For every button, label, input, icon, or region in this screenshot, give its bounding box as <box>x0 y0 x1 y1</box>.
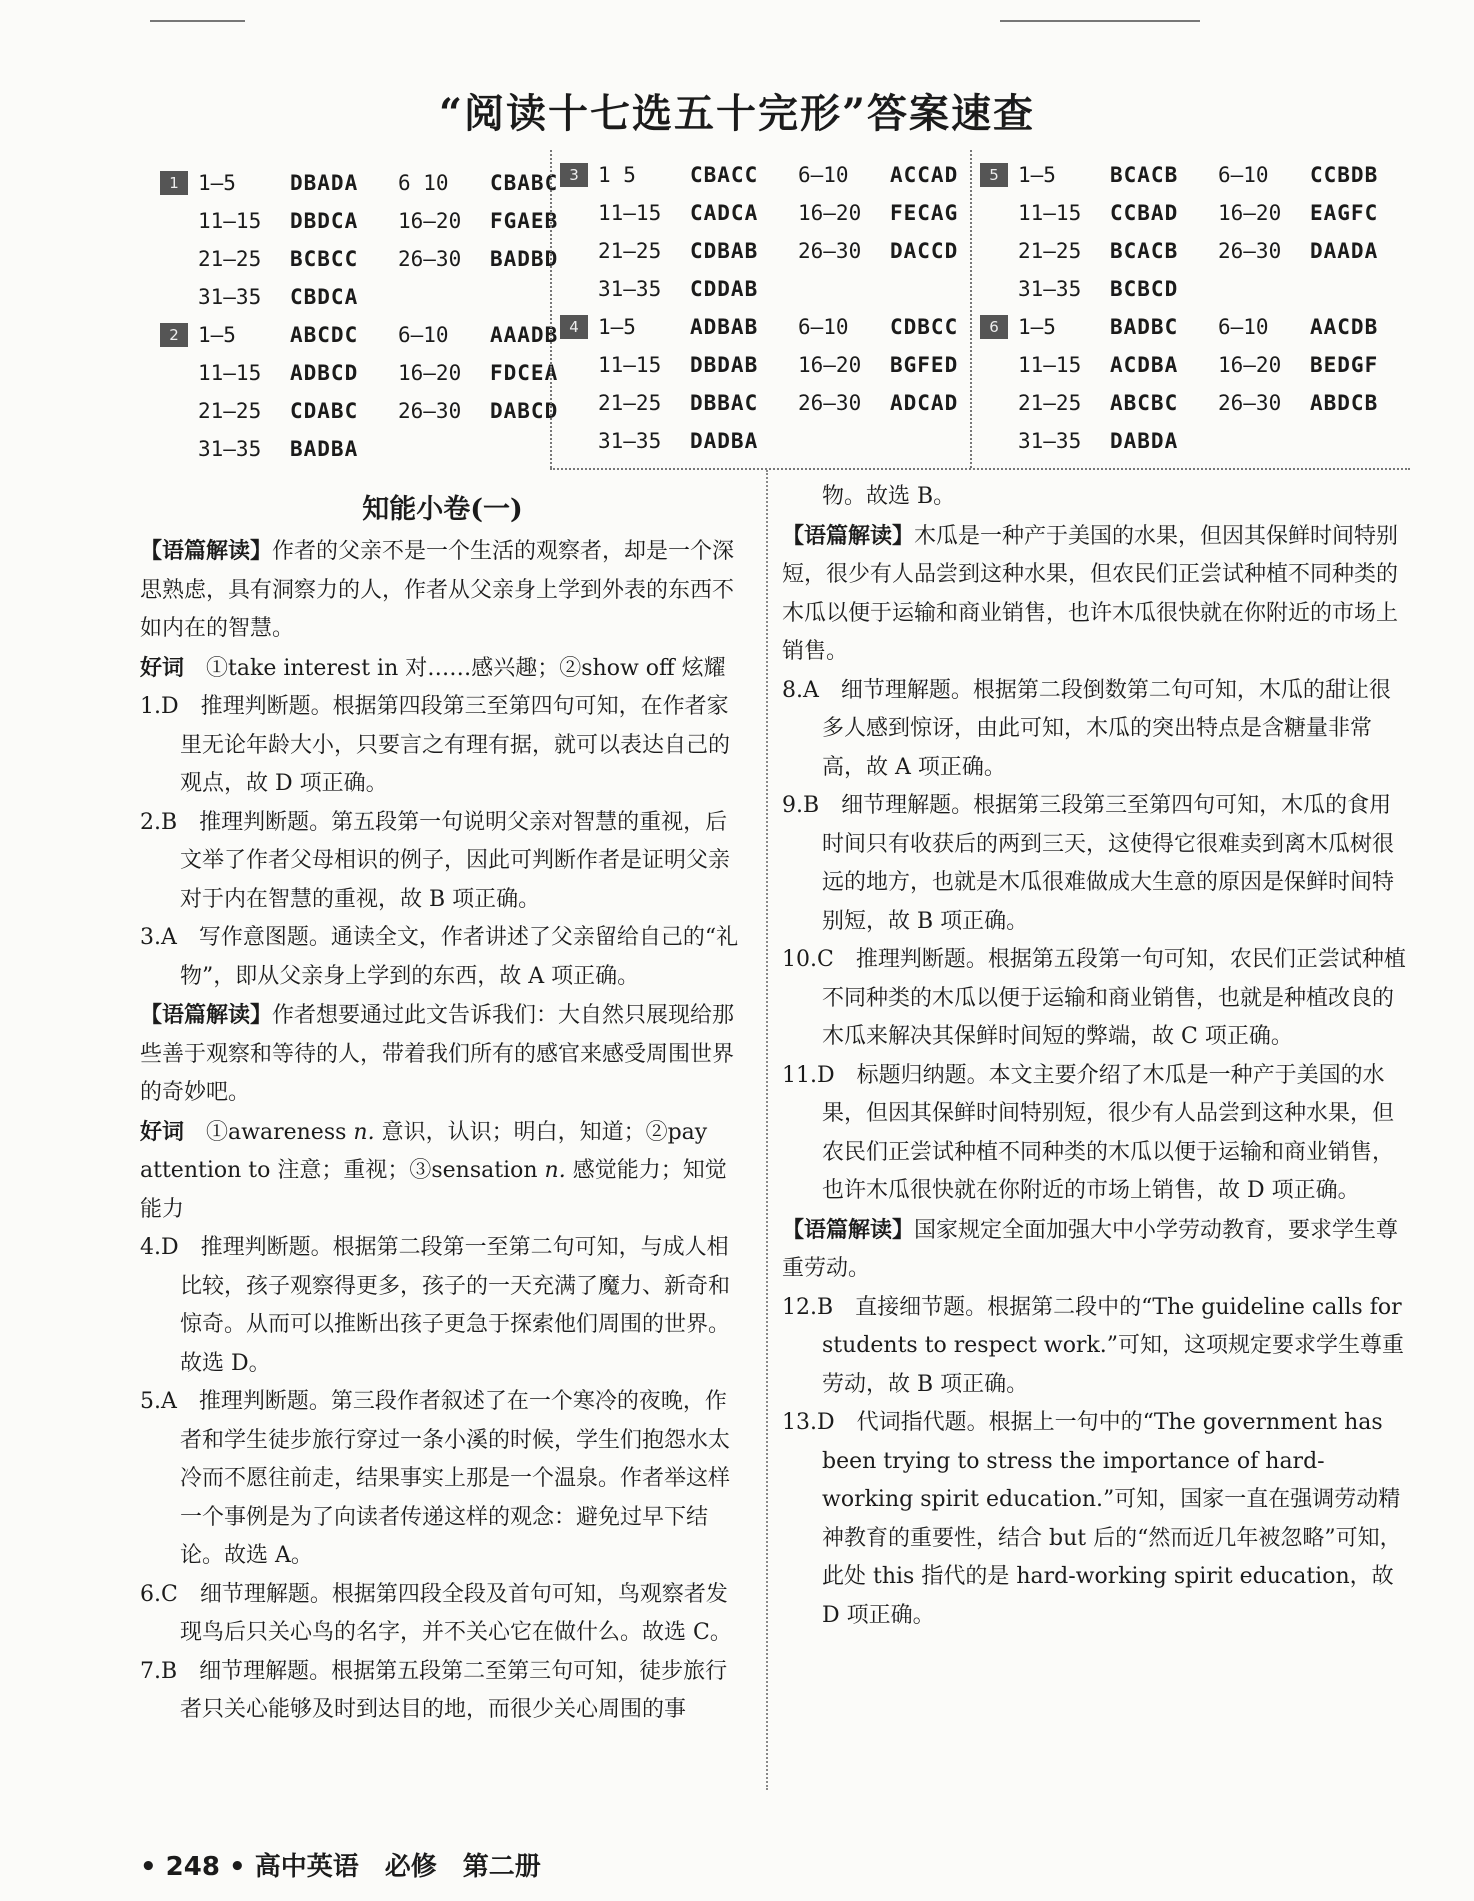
answer-11: 11.D 标题归纳题。本文主要介绍了木瓜是一种产于美国的水果，但因其保鲜时间特别短，很少有人品尝到这种水果，但农民们正尝试种植不同种类的木瓜以便于运输和商业销售，也许木瓜很快就在你附近的市场上销售，故 D 项正确。 <box>782 1062 1395 1203</box>
answer-divider-1 <box>550 150 552 468</box>
answer-letters: CCBAD <box>1110 201 1179 225</box>
answer-letters: BCBCD <box>1110 277 1179 301</box>
answer-letters: ACCAD <box>890 163 959 187</box>
answer-4: 4.D 推理判断题。根据第二段第一至第二句可知，与成人相比较，孩子观察得更多，孩子的一天充满了魔力、新奇和惊奇。从而可以推断出孩子更急于探索他们周围的世界。故选 D。 <box>140 1235 731 1376</box>
range-label: 21—25 <box>1018 391 1082 415</box>
column-divider <box>766 470 768 1790</box>
answer-letters: DACCD <box>890 239 959 263</box>
words-tag: 好词 <box>140 654 185 681</box>
answer-row <box>160 316 598 354</box>
answer-row <box>560 422 998 460</box>
block-number-badge: 4 <box>560 315 588 339</box>
answer-row <box>160 164 598 202</box>
block-number-badge: 6 <box>980 315 1008 339</box>
answer-9: 9.B 细节理解题。根据第三段第三至第四句可知，木瓜的食用时间只有收获后的两到三天，这使得它很难卖到离木瓜树很远的地方，也就是木瓜很难做成大生意的原因是保鲜时间特别短，故 B 项正确。 <box>782 793 1395 934</box>
answer-letters: ADBCD <box>290 361 359 385</box>
answer-8: 8.A 细节理解题。根据第二段倒数第二句可知，木瓜的甜让很多人感到惊讶，由此可知，木瓜的突出特点是含糖量非常高，故 A 项正确。 <box>782 677 1391 780</box>
answer-row <box>560 156 998 194</box>
answer-letters: CDBAB <box>690 239 759 263</box>
answer-letters: CBABC <box>490 171 559 195</box>
words-tag: 好词 <box>140 1118 185 1145</box>
block-number-badge: 2 <box>160 323 188 347</box>
answer-row <box>160 278 598 316</box>
range-label: 11—15 <box>1018 201 1082 225</box>
answer-letters: DBBAC <box>690 391 759 415</box>
range-label: 11—15 <box>198 361 262 385</box>
answer-letters: DBADA <box>290 171 359 195</box>
answer-10: 10.C 推理判断题。根据第五段第一句可知，农民们正尝试种植不同种类的木瓜以便于运输和商业销售，也就是种植改良的木瓜来解决其保鲜时间短的弊端，故 C 项正确。 <box>782 947 1406 1049</box>
range-label: 11—15 <box>198 209 262 233</box>
book-title: 高中英语 必修 第二册 <box>254 1852 541 1882</box>
range-label: 21—25 <box>598 391 662 415</box>
answer-letters: FDCEA <box>490 361 559 385</box>
page-title: “阅读十七选五十完形”答案速查 <box>438 90 1035 137</box>
answer-row <box>980 384 1418 422</box>
range-label: 1—5 <box>198 323 236 347</box>
answer-row <box>980 232 1418 270</box>
range-label: 11—15 <box>598 201 662 225</box>
passage-intro-2 <box>140 996 745 1113</box>
words-text: 感觉能力；知觉能力 <box>140 1158 727 1222</box>
good-words-1 <box>140 649 745 689</box>
answer-row <box>980 308 1418 346</box>
range-label: 16—20 <box>798 201 862 225</box>
range-label: 6—10 <box>1218 163 1269 187</box>
left-column <box>140 488 745 1730</box>
range-label: 26—30 <box>1218 239 1282 263</box>
answer-letters: ABDCB <box>1310 391 1379 415</box>
range-label: 26—30 <box>398 399 462 423</box>
right-column <box>782 478 1407 1635</box>
intro-tag: 【语篇解读】 <box>782 522 915 549</box>
words-text: ①awareness <box>206 1119 354 1145</box>
intro-tag: 【语篇解读】 <box>782 1216 915 1243</box>
answer-row <box>560 232 998 270</box>
answer-letters: CDABC <box>290 399 359 423</box>
range-label: 16—20 <box>1218 353 1282 377</box>
answer-row <box>160 202 598 240</box>
block-number-badge: 5 <box>980 163 1008 187</box>
answer-row <box>160 392 598 430</box>
answer-row <box>160 240 598 278</box>
intro-tag: 【语篇解读】 <box>140 1002 273 1028</box>
range-label: 16—20 <box>398 361 462 385</box>
part-of-speech: n. <box>353 1119 375 1145</box>
answer-letters: DBDAB <box>690 353 759 377</box>
words-text: ①take interest in 对……感兴趣；②show off 炫耀 <box>206 655 726 681</box>
range-label: 31—35 <box>198 437 262 461</box>
answer-letters: DBDCA <box>290 209 359 233</box>
answer-divider-2 <box>970 150 972 468</box>
range-label: 1—5 <box>198 171 236 195</box>
range-label: 11—15 <box>1018 353 1082 377</box>
answer-6: 6.C 细节理解题。根据第四段全段及首句可知，鸟观察者发现鸟后只关心鸟的名字，并不关心它在做什么。故选 C。 <box>140 1581 732 1645</box>
passage-intro-4 <box>782 1211 1407 1289</box>
answer-row <box>560 194 998 232</box>
answer-row <box>560 384 998 422</box>
answer-letters: BEDGF <box>1310 353 1379 377</box>
answer-letters: BADBA <box>290 437 359 461</box>
answer-letters: BADBD <box>490 247 559 271</box>
block-number-badge: 1 <box>160 171 188 195</box>
passage-intro-1 <box>140 532 745 649</box>
words-text: 意识，认识；明白，知道；②pay attention to 注意；重视；③sensation <box>140 1119 708 1183</box>
range-label: 26—30 <box>798 239 862 263</box>
range-label: 6—10 <box>398 323 449 347</box>
answer-letters: ABCDC <box>290 323 359 347</box>
answer-letters: ABCBC <box>1110 391 1179 415</box>
answer-letters: DAADA <box>1310 239 1379 263</box>
answer-row <box>980 346 1418 384</box>
intro-tag: 【语篇解读】 <box>140 538 273 564</box>
answer-12: 12.B 直接细节题。根据第二段中的“The guideline calls for students to respect work.”可知，这项规定要求学生尊重劳动，故 B 项正确。 <box>782 1294 1405 1397</box>
intro-text: 木瓜是一种产于美国的水果，但因其保鲜时间特别短，很少有人品尝到这种水果，但农民们正尝试种植不同种类的木瓜以便于运输和商业销售，也许木瓜很快就在你附近的市场上销售。 <box>782 523 1399 664</box>
answer-5: 5.A 推理判断题。第三段作者叙述了在一个寒冷的夜晚，作者和学生徒步旅行穿过一条小溪的时候，学生们抱怨水太冷而不愿往前走，结果事实上那是一个温泉。作者举这样一个事例是为了向读者传递这样的观念：避免过早下结论。故选 A。 <box>140 1389 731 1568</box>
range-label: 31—35 <box>598 429 662 453</box>
answer-letters: ADCAD <box>890 391 959 415</box>
answer-row <box>560 308 998 346</box>
answer-letters: AAADB <box>490 323 559 347</box>
part-of-speech: n. <box>544 1158 566 1183</box>
top-rule-left <box>150 20 245 22</box>
answer-row <box>980 194 1418 232</box>
range-label: 21—25 <box>1018 239 1082 263</box>
range-label: 16—20 <box>1218 201 1282 225</box>
range-label: 26—30 <box>398 247 462 271</box>
answer-row <box>980 156 1418 194</box>
answer-7: 7.B 细节理解题。根据第五段第二至第三句可知，徒步旅行者只关心能够及时到达目的地，而很少关心周围的事 <box>140 1658 728 1722</box>
answer-letters: EAGFC <box>1310 201 1379 225</box>
answer-7-continued: 物。故选 B。 <box>822 484 956 509</box>
answer-letters: CBDCA <box>290 285 359 309</box>
answer-letters: AACDB <box>1310 315 1379 339</box>
range-label: 1—5 <box>1018 163 1056 187</box>
answer-letters: BCBCC <box>290 247 359 271</box>
answer-letters: FGAEB <box>490 209 559 233</box>
answer-2: 2.B 推理判断题。第五段第一句说明父亲对智慧的重视，后文举了作者父母相识的例子，因此可判断作者是证明父亲对于内在智慧的重视，故 B 项正确。 <box>140 809 731 912</box>
answer-13: 13.D 代词指代题。根据上一句中的“The government has been trying to stress the importance of hard-working spirit education.”可知，国家一直在强调劳动精神教育的重要性，结合 but 后的“然而近几年被忽略”可知，此处 this 指代的是 hard-working spirit education，故 D 项正确。 <box>782 1410 1402 1628</box>
range-label: 6—10 <box>798 315 849 339</box>
answer-letters: BGFED <box>890 353 959 377</box>
range-label: 21—25 <box>598 239 662 263</box>
answer-letters: CCBDB <box>1310 163 1379 187</box>
range-label: 6 10 <box>398 171 449 195</box>
passage-intro-3 <box>782 517 1407 672</box>
intro-text: 国家规定全面加强大中小学劳动教育，要求学生尊重劳动。 <box>782 1217 1399 1281</box>
intro-text: 作者想要通过此文告诉我们：大自然只展现给那些善于观察和等待的人，带着我们所有的感官来感受周围世界的奇妙吧。 <box>140 1003 735 1105</box>
answer-row <box>980 422 1418 460</box>
answer-letters: DABDA <box>1110 429 1179 453</box>
answer-letters: DADBA <box>690 429 759 453</box>
range-label: 6—10 <box>1218 315 1269 339</box>
range-label: 1 5 <box>598 163 636 187</box>
answer-row <box>160 430 598 468</box>
page-number: • 248 • <box>140 1852 246 1882</box>
answer-bottom-rule <box>550 468 1410 470</box>
range-label: 1—5 <box>1018 315 1056 339</box>
answer-letters: DABCD <box>490 399 559 423</box>
answer-letters: BADBC <box>1110 315 1179 339</box>
range-label: 31—35 <box>198 285 262 309</box>
answer-letters: CDBCC <box>890 315 959 339</box>
range-label: 26—30 <box>798 391 862 415</box>
range-label: 26—30 <box>1218 391 1282 415</box>
top-rule-right <box>1000 20 1200 22</box>
range-label: 21—25 <box>198 247 262 271</box>
range-label: 1—5 <box>598 315 636 339</box>
answer-letters: BCACB <box>1110 239 1179 263</box>
answer-row <box>560 346 998 384</box>
answer-letters: CDDAB <box>690 277 759 301</box>
answer-row <box>980 270 1418 308</box>
range-label: 31—35 <box>1018 277 1082 301</box>
block-number-badge: 3 <box>560 163 588 187</box>
answer-3: 3.A 写作意图题。通读全文，作者讲述了父亲留给自己的“礼物”，即从父亲身上学到的东西，故 A 项正确。 <box>140 925 739 989</box>
range-label: 11—15 <box>598 353 662 377</box>
range-label: 6—10 <box>798 163 849 187</box>
good-words-2 <box>140 1113 745 1230</box>
section-title: 知能小卷(一) <box>362 494 523 525</box>
range-label: 31—35 <box>1018 429 1082 453</box>
answer-row <box>160 354 598 392</box>
answer-1: 1.D 推理判断题。根据第四段第三至第四句可知，在作者家里无论年龄大小，只要言之有理有据，就可以表达自己的观点，故 D 项正确。 <box>140 694 731 796</box>
answer-letters: CBACC <box>690 163 759 187</box>
range-label: 21—25 <box>198 399 262 423</box>
answer-letters: CADCA <box>690 201 759 225</box>
range-label: 16—20 <box>798 353 862 377</box>
range-label: 16—20 <box>398 209 462 233</box>
answer-letters: ADBAB <box>690 315 759 339</box>
intro-text: 作者的父亲不是一个生活的观察者，却是一个深思熟虑，具有洞察力的人，作者从父亲身上学到外表的东西不如内在的智慧。 <box>140 539 735 641</box>
answer-letters: FECAG <box>890 201 959 225</box>
answer-letters: ACDBA <box>1110 353 1179 377</box>
range-label: 31—35 <box>598 277 662 301</box>
answer-row <box>560 270 998 308</box>
answer-letters: BCACB <box>1110 163 1179 187</box>
page-footer <box>140 1846 541 1883</box>
